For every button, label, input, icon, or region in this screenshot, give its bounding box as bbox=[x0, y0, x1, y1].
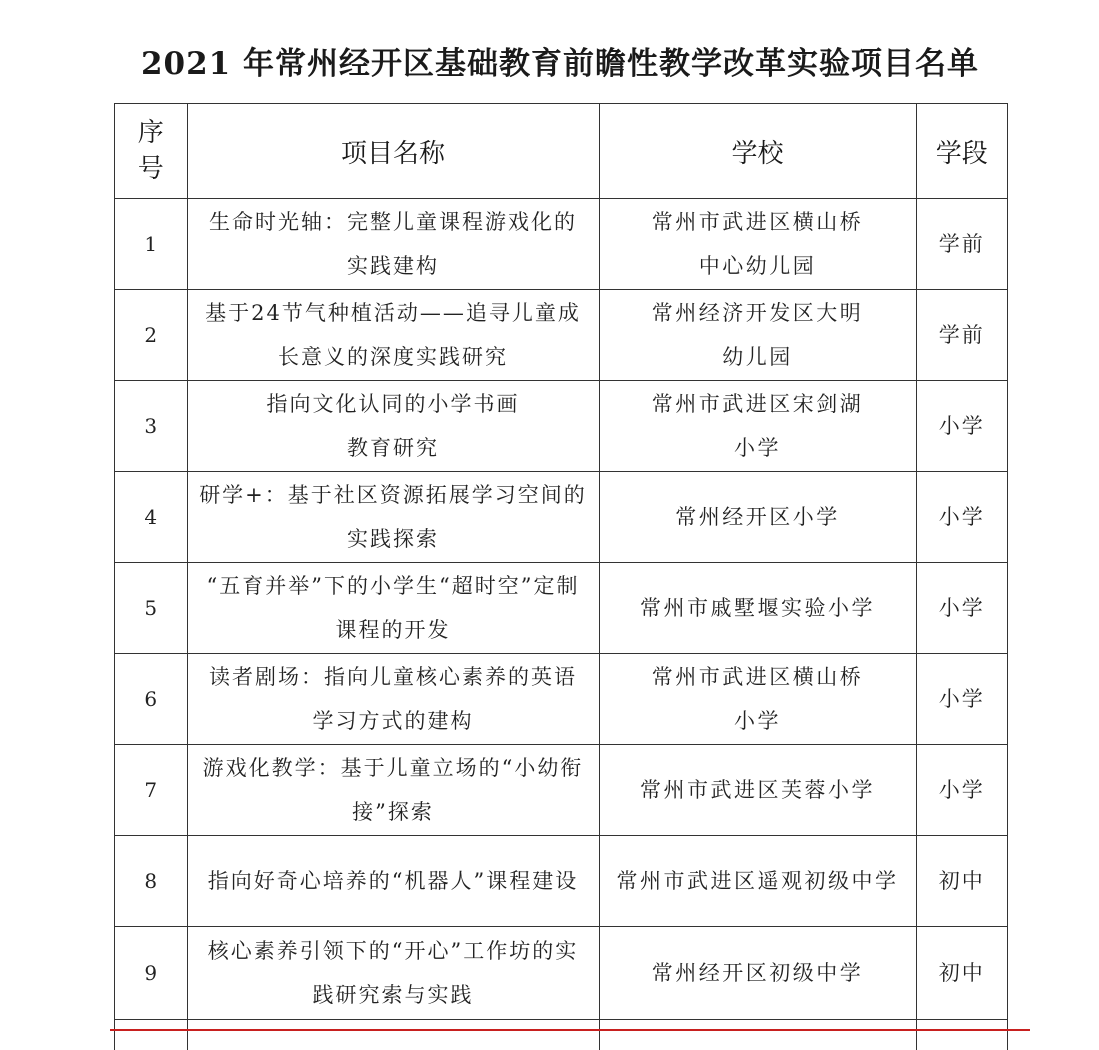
school-name-line1: 常州市武进区横山桥 bbox=[651, 210, 864, 234]
row-number: 6 bbox=[115, 654, 187, 745]
project-name bbox=[187, 563, 599, 654]
table-row bbox=[115, 836, 1007, 927]
table-header-row bbox=[115, 104, 1007, 199]
project-name-line1: 研学+：基于社区资源拓展学习空间的 bbox=[199, 483, 587, 507]
project-name bbox=[187, 472, 599, 563]
project-name bbox=[187, 745, 599, 836]
header-project-name: 项目名称 bbox=[187, 104, 599, 199]
table-row bbox=[115, 381, 1007, 472]
school-stage: 小学 bbox=[916, 563, 1007, 654]
school-name bbox=[599, 381, 916, 472]
project-name-line1: 核心素养引领下的“开心”工作坊的实 bbox=[207, 939, 579, 963]
school-stage: 小学 bbox=[916, 745, 1007, 836]
school-stage: 小学 bbox=[916, 381, 1007, 472]
project-name bbox=[187, 654, 599, 745]
document-title: 2021 年常州经开区基础教育前瞻性教学改革实验项目名单 bbox=[140, 46, 980, 82]
school-name-line2: 小学 bbox=[734, 709, 781, 733]
project-name-line2: 学习方式的建构 bbox=[312, 709, 474, 733]
project-name-line1: 游戏化教学：基于儿童立场的“小幼衔 bbox=[202, 756, 584, 780]
school-name-line1: 常州经开区小学 bbox=[675, 505, 840, 529]
school-name bbox=[599, 199, 916, 290]
school-name-line1: 常州经济开发区大明 bbox=[651, 301, 864, 325]
header-number-line1: 序 bbox=[137, 118, 164, 148]
project-name bbox=[187, 927, 599, 1020]
table-row bbox=[115, 472, 1007, 563]
row-number: 9 bbox=[115, 927, 187, 1020]
school-name-line1: 常州市武进区宋剑湖 bbox=[651, 392, 864, 416]
row-number: 7 bbox=[115, 745, 187, 836]
school-name-line1: 常州市武进区横山桥 bbox=[651, 665, 864, 689]
project-name-line1: 指向好奇心培养的“机器人”课程建设 bbox=[207, 869, 579, 893]
project-name-line2: 接”探索 bbox=[352, 800, 434, 824]
table-row-cutoff bbox=[115, 1020, 1007, 1050]
row-number: 5 bbox=[115, 563, 187, 654]
header-number-line2: 号 bbox=[137, 154, 164, 184]
school-stage: 学前 bbox=[916, 290, 1007, 381]
project-name-line2: 践研究索与实践 bbox=[312, 983, 474, 1007]
project-name-line1: 生命时光轴：完整儿童课程游戏化的 bbox=[209, 210, 577, 234]
school-name bbox=[599, 290, 916, 381]
project-name-line2: 实践建构 bbox=[347, 254, 439, 278]
project-name-line1: “五育并举”下的小学生“超时空”定制 bbox=[206, 574, 580, 598]
school-name bbox=[599, 836, 916, 927]
table-row bbox=[115, 745, 1007, 836]
school-stage: 学前 bbox=[916, 199, 1007, 290]
cutoff-cell bbox=[187, 1020, 599, 1050]
project-name-line2: 长意义的深度实践研究 bbox=[278, 345, 508, 369]
row-number: 3 bbox=[115, 381, 187, 472]
row-number: 4 bbox=[115, 472, 187, 563]
project-name-line1: 基于24节气种植活动——追寻儿童成 bbox=[205, 301, 581, 325]
project-name-line1: 指向文化认同的小学书画 bbox=[266, 392, 520, 416]
table-row bbox=[115, 199, 1007, 290]
red-underline-mark bbox=[110, 1029, 1030, 1031]
school-name-line1: 常州市戚墅堰实验小学 bbox=[640, 596, 875, 620]
school-stage: 初中 bbox=[916, 836, 1007, 927]
header-number bbox=[115, 104, 187, 199]
school-name bbox=[599, 927, 916, 1020]
school-name-line1: 常州经开区初级中学 bbox=[651, 961, 864, 985]
school-name-line1: 常州市武进区芙蓉小学 bbox=[640, 778, 875, 802]
school-stage: 小学 bbox=[916, 654, 1007, 745]
project-name-line2: 课程的开发 bbox=[335, 618, 451, 642]
table-row bbox=[115, 927, 1007, 1020]
school-stage: 初中 bbox=[916, 927, 1007, 1020]
project-name bbox=[187, 290, 599, 381]
project-name-line2: 教育研究 bbox=[347, 436, 439, 460]
table-row bbox=[115, 290, 1007, 381]
school-name bbox=[599, 563, 916, 654]
school-name-line2: 中心幼儿园 bbox=[698, 254, 817, 278]
header-school: 学校 bbox=[599, 104, 916, 199]
school-stage: 小学 bbox=[916, 472, 1007, 563]
project-name-line1: 读者剧场：指向儿童核心素养的英语 bbox=[209, 665, 577, 689]
school-name-line2: 幼儿园 bbox=[722, 345, 793, 369]
cutoff-cell bbox=[599, 1020, 916, 1050]
project-name bbox=[187, 199, 599, 290]
project-name bbox=[187, 381, 599, 472]
row-number: 1 bbox=[115, 199, 187, 290]
school-name-line2: 小学 bbox=[734, 436, 781, 460]
row-number: 2 bbox=[115, 290, 187, 381]
table-row bbox=[115, 563, 1007, 654]
table-row bbox=[115, 654, 1007, 745]
project-list-table bbox=[115, 104, 1007, 1050]
school-name bbox=[599, 654, 916, 745]
header-stage: 学段 bbox=[916, 104, 1007, 199]
school-name bbox=[599, 472, 916, 563]
school-name-line1: 常州市武进区遥观初级中学 bbox=[616, 869, 899, 893]
cutoff-cell bbox=[115, 1020, 187, 1050]
row-number: 8 bbox=[115, 836, 187, 927]
cutoff-cell bbox=[916, 1020, 1007, 1050]
project-name bbox=[187, 836, 599, 927]
project-table bbox=[114, 103, 1008, 1050]
project-name-line2: 实践探索 bbox=[347, 527, 439, 551]
school-name bbox=[599, 745, 916, 836]
